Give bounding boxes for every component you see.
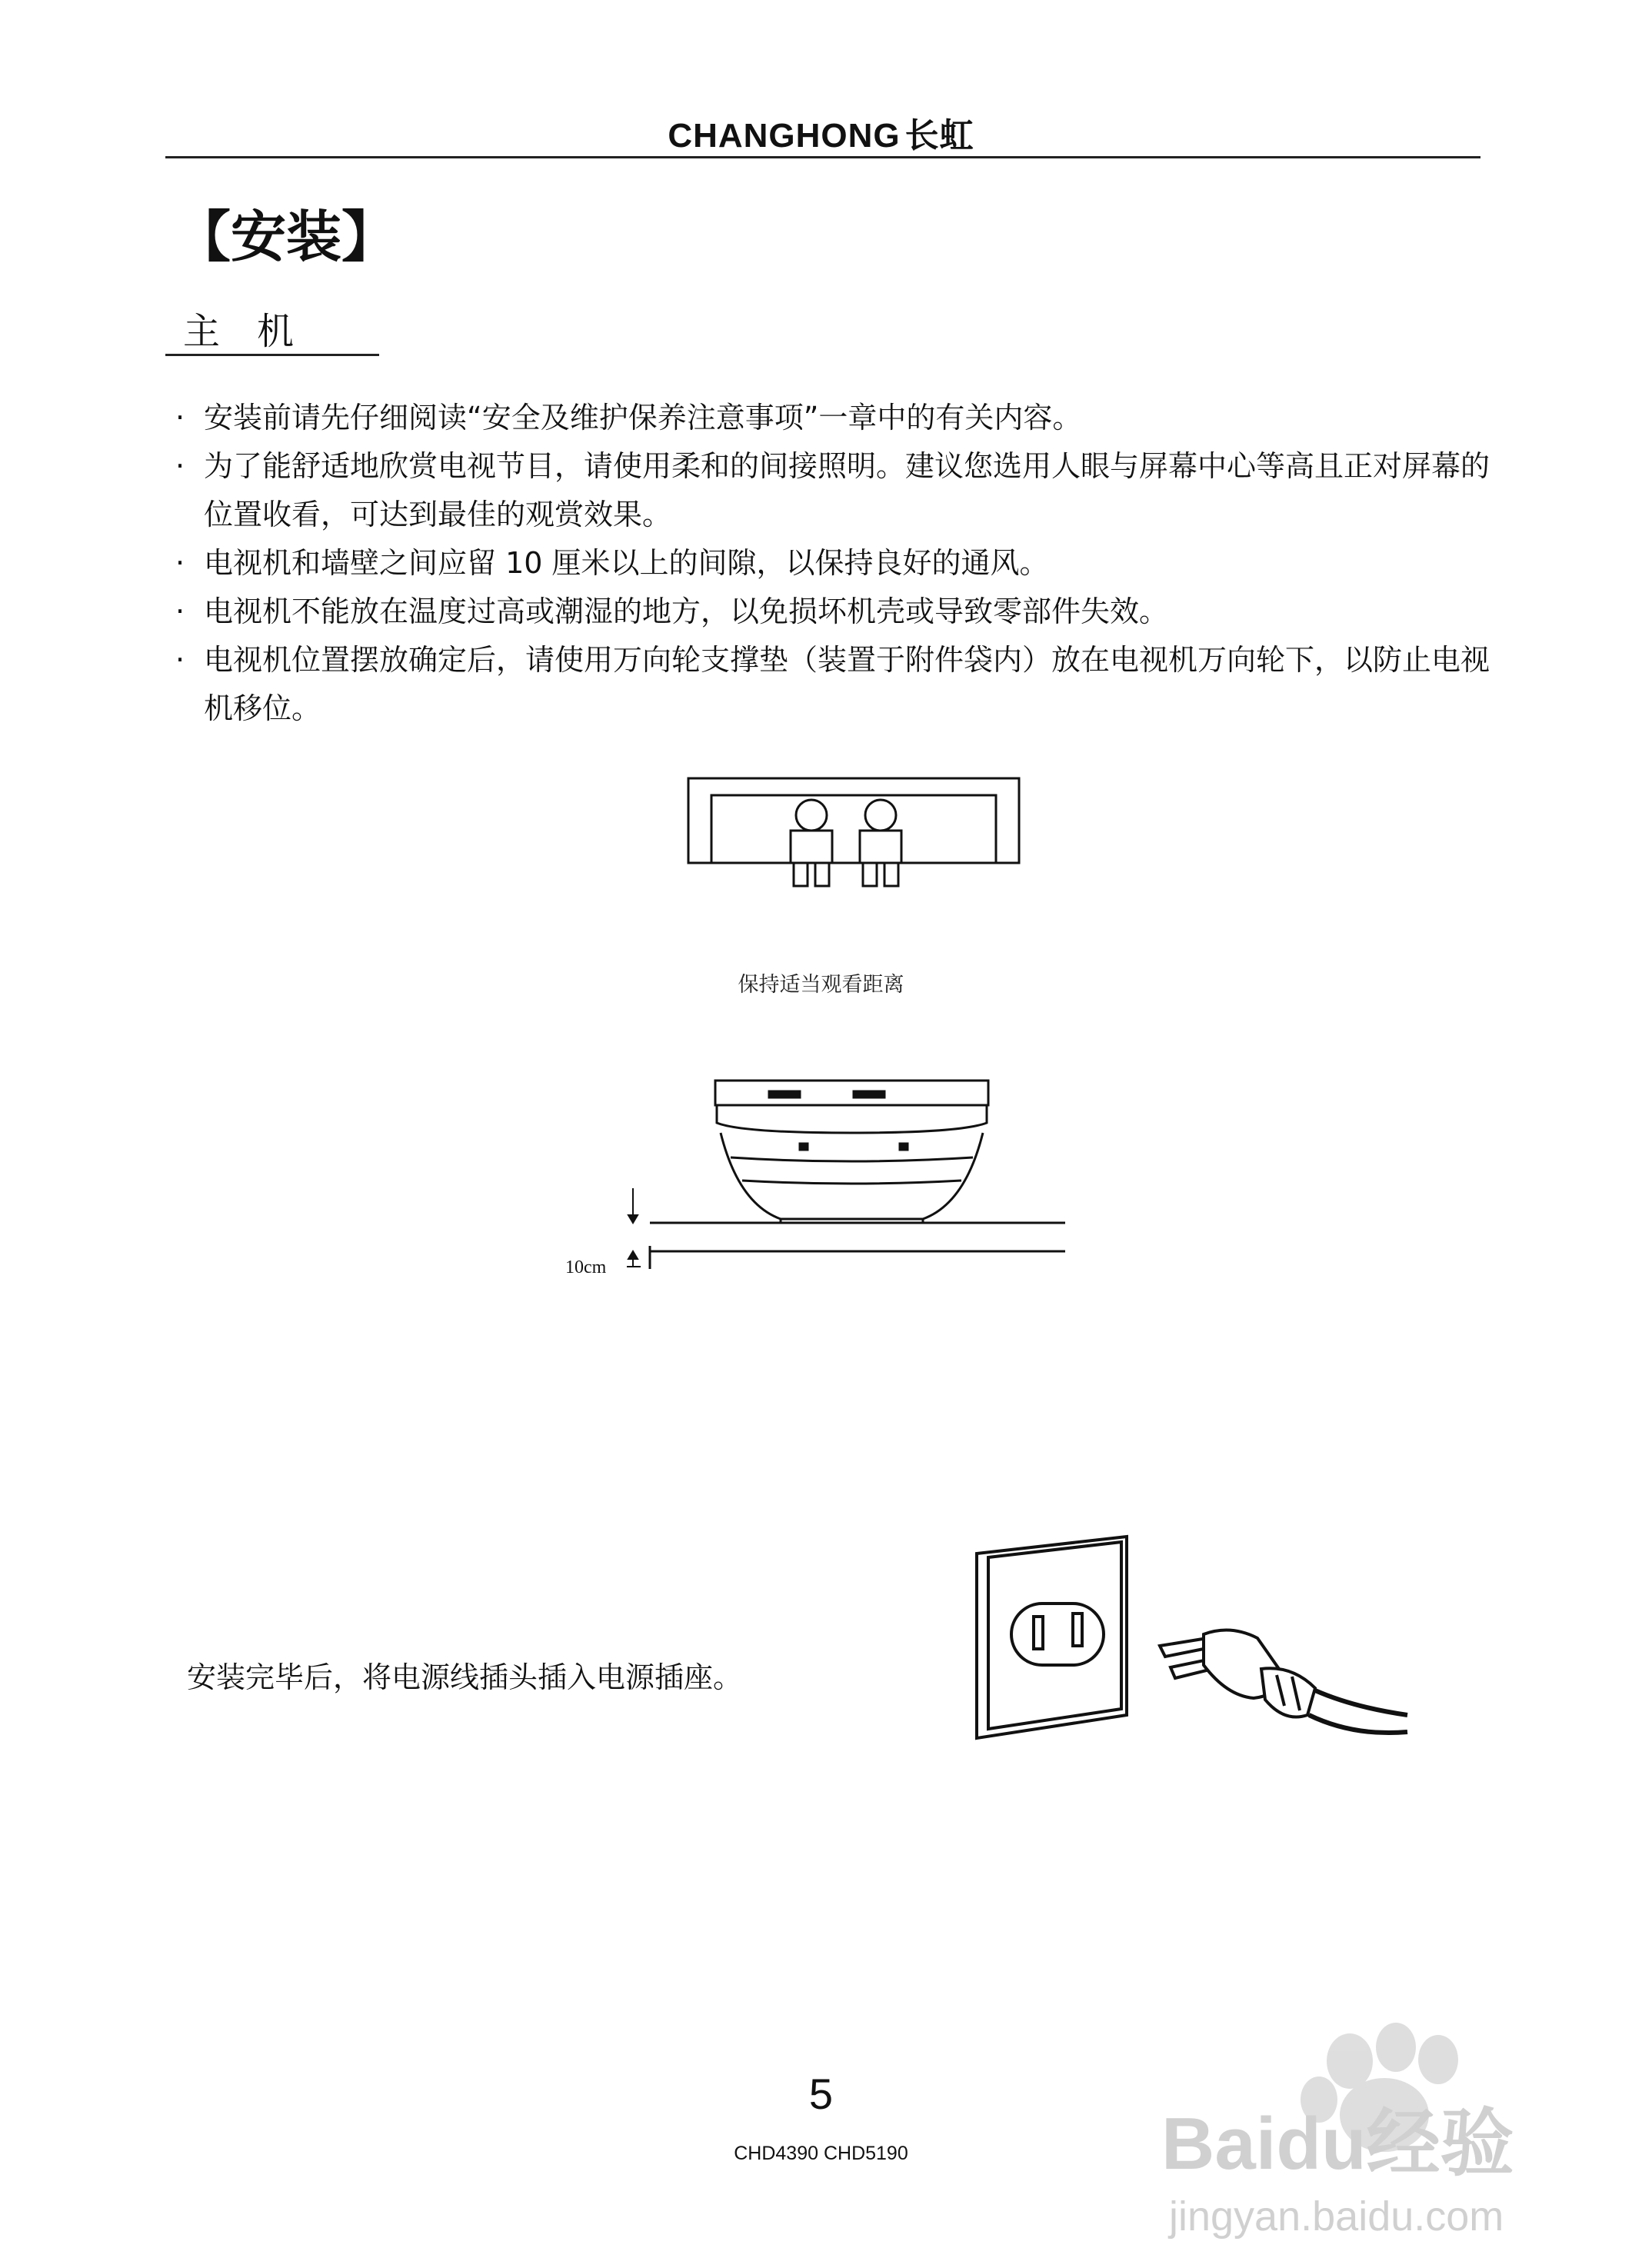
bullet-marker: · <box>175 643 185 677</box>
baidu-jingyan-watermark <box>1154 2000 1584 2246</box>
tv-inner-frame <box>711 795 996 863</box>
page-number: 5 <box>808 2070 834 2118</box>
viewer-figure <box>791 800 832 886</box>
list-item <box>169 636 1492 733</box>
model-numbers: CHD4390 CHD5190 <box>734 2143 908 2164</box>
list-item-text: 电视机不能放在温度过高或潮湿的地方，以免损坏机壳或导致零部件失效。 <box>204 594 1169 628</box>
tv-top-view <box>715 1081 988 1223</box>
install-note: 安装完毕后，将电源线插头插入电源插座。 <box>187 1660 743 1694</box>
power-plug-icon <box>1160 1630 1407 1733</box>
wall-socket <box>977 1537 1127 1738</box>
section-title: 【安装】 <box>175 205 398 269</box>
watermark-url: jingyan.baidu.com <box>1169 2193 1504 2240</box>
tv-outer-frame <box>688 778 1019 863</box>
brand-logo <box>0 108 1642 157</box>
power-socket-illustration <box>954 1530 1431 1761</box>
subsection-title: 主 机 <box>183 310 295 353</box>
watermark-brand: Baidu经验 <box>1161 2103 1514 2185</box>
gap-arrow-icon <box>627 1188 641 1267</box>
list-item <box>169 442 1492 539</box>
bullet-marker: · <box>175 546 185 580</box>
list-item <box>169 394 1492 442</box>
gap-label: 10cm <box>565 1257 607 1273</box>
viewer-figure <box>860 800 901 886</box>
wall-gap-illustration <box>550 1065 1073 1273</box>
brand-latin: CHANGHONG <box>668 117 901 155</box>
list-item-text: 安装前请先仔细阅读“安全及维护保养注意事项”一章中的有关内容。 <box>204 401 1082 435</box>
list-item-text: 为了能舒适地欣赏电视节目，请使用柔和的间接照明。建议您选用人眼与屏幕中心等高且正对屏幕的位置收看，可达到最佳的观赏效果。 <box>204 449 1490 531</box>
wall-line <box>650 1223 1065 1269</box>
list-item <box>169 539 1492 588</box>
instruction-list <box>169 394 1492 733</box>
list-item-text: 电视机和墙壁之间应留 10 厘米以上的间隙，以保持良好的通风。 <box>204 546 1049 580</box>
brand-chinese: 长虹 <box>904 117 974 155</box>
bullet-marker: · <box>175 449 185 483</box>
viewing-distance-illustration <box>677 769 1031 908</box>
bullet-marker: · <box>175 401 185 435</box>
subsection-underline <box>165 354 379 356</box>
header-divider <box>165 156 1480 158</box>
list-item-text: 电视机位置摆放确定后，请使用万向轮支撑垫（装置于附件袋内）放在电视机万向轮下，以防止电视机移位。 <box>204 643 1490 725</box>
list-item <box>169 588 1492 636</box>
bullet-marker: · <box>175 594 185 628</box>
figure-caption: 保持适当观看距离 <box>738 973 904 997</box>
